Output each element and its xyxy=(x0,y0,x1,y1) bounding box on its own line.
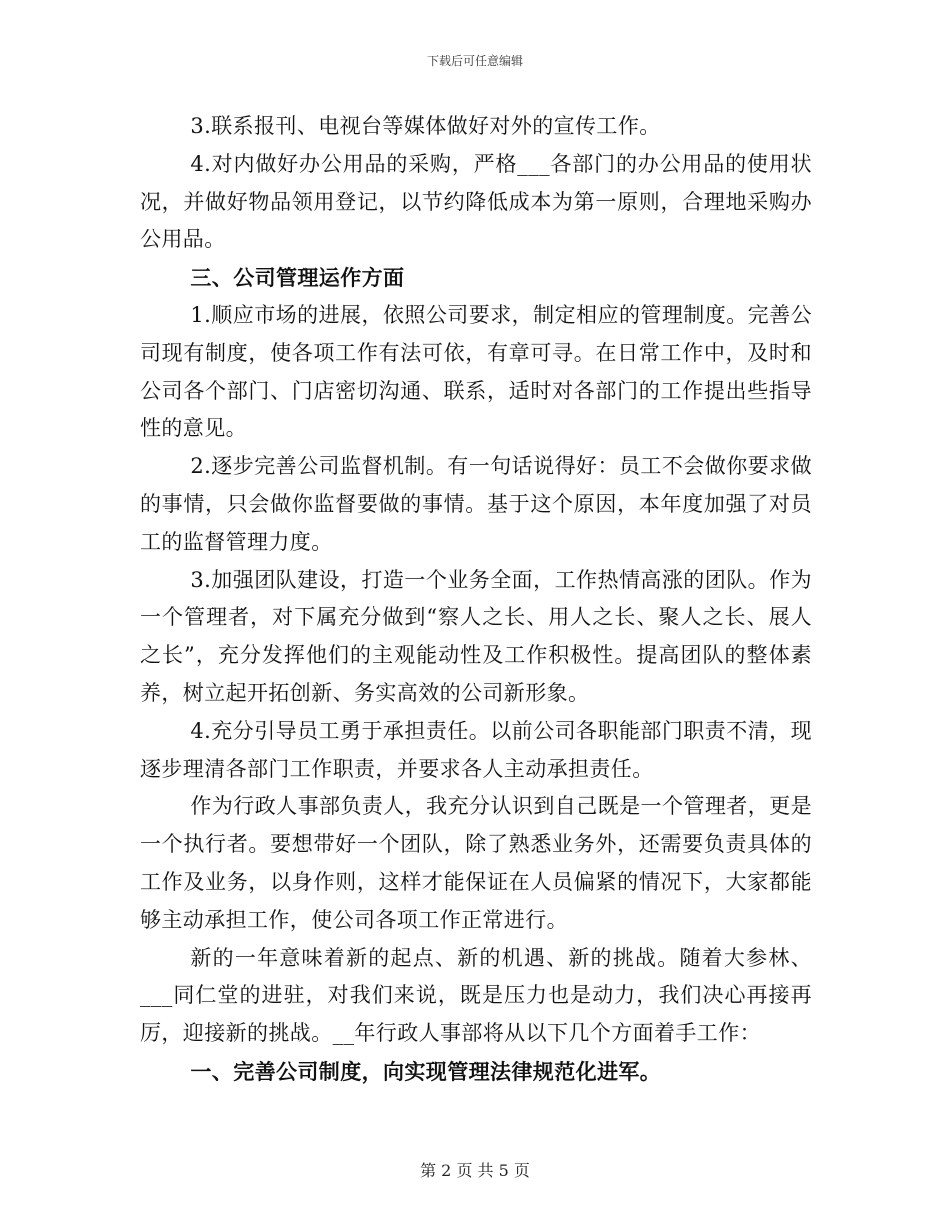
paragraph-new-year: 新的一年意味着新的起点、新的机遇、新的挑战。随着大参林、___同仁堂的进驻，对我们来说，既是压力也是动力，我们决心再接再厉，迎接新的挑战。__年行政人事部将从以下几个方面着手工作： xyxy=(140,945,812,1046)
document-body xyxy=(140,108,812,1091)
paragraph-supervision: 2.逐步完善公司监督机制。有一句话说得好：员工不会做你要求做的事情，只会做你监督要做的事情。基于这个原因，本年度加强了对员工的监督管理力度。 xyxy=(140,454,812,554)
paragraph-office-supplies: 4.对内做好办公用品的采购，严格___各部门的办公用品的使用状况，并做好物品领用登记，以节约降低成本为第一原则，合理地采购办公用品。 xyxy=(140,151,812,252)
paragraph-team-building: 3.加强团队建设，打造一个业务全面，工作热情高涨的团队。作为一个管理者，对下属充分做到“察人之长、用人之长、聚人之长、展人之长”，充分发挥他们的主观能动性及工作积极性。提高团队的整体素养，树立起开拓创新、务实高效的公司新形象。 xyxy=(140,567,812,705)
paragraph-media-publicity: 3.联系报刊、电视台等媒体做好对外的宣传工作。 xyxy=(190,114,661,138)
paragraph-management-system: 1.顺应市场的进展，依照公司要求，制定相应的管理制度。完善公司现有制度，使各项工作有法可依，有章可寻。在日常工作中，及时和公司各个部门、门店密切沟通、联系，适时对各部门的工作提出些指导性的意见。 xyxy=(140,302,812,441)
section-heading-management: 三、公司管理运作方面 xyxy=(190,265,405,291)
paragraph-responsibility: 4.充分引导员工勇于承担责任。以前公司各职能部门职责不清，现逐步理清各部门工作职责，并要求各人主动承担责任。 xyxy=(140,718,812,781)
page-footer: 第 2 页 共 5 页 xyxy=(420,1161,530,1180)
page-header: 下载后可任意编辑 xyxy=(426,54,523,68)
section-heading-company-system: 一、完善公司制度，向实现管理法律规范化进军。 xyxy=(190,1058,662,1084)
paragraph-department-head: 作为行政人事部负责人，我充分认识到自己既是一个管理者，更是一个执行者。要想带好一个团队，除了熟悉业务外，还需要负责具体的工作及业务，以身作则，这样才能保证在人员偏紧的情况下，大家都能够主动承担工作，使公司各项工作正常进行。 xyxy=(140,794,812,932)
